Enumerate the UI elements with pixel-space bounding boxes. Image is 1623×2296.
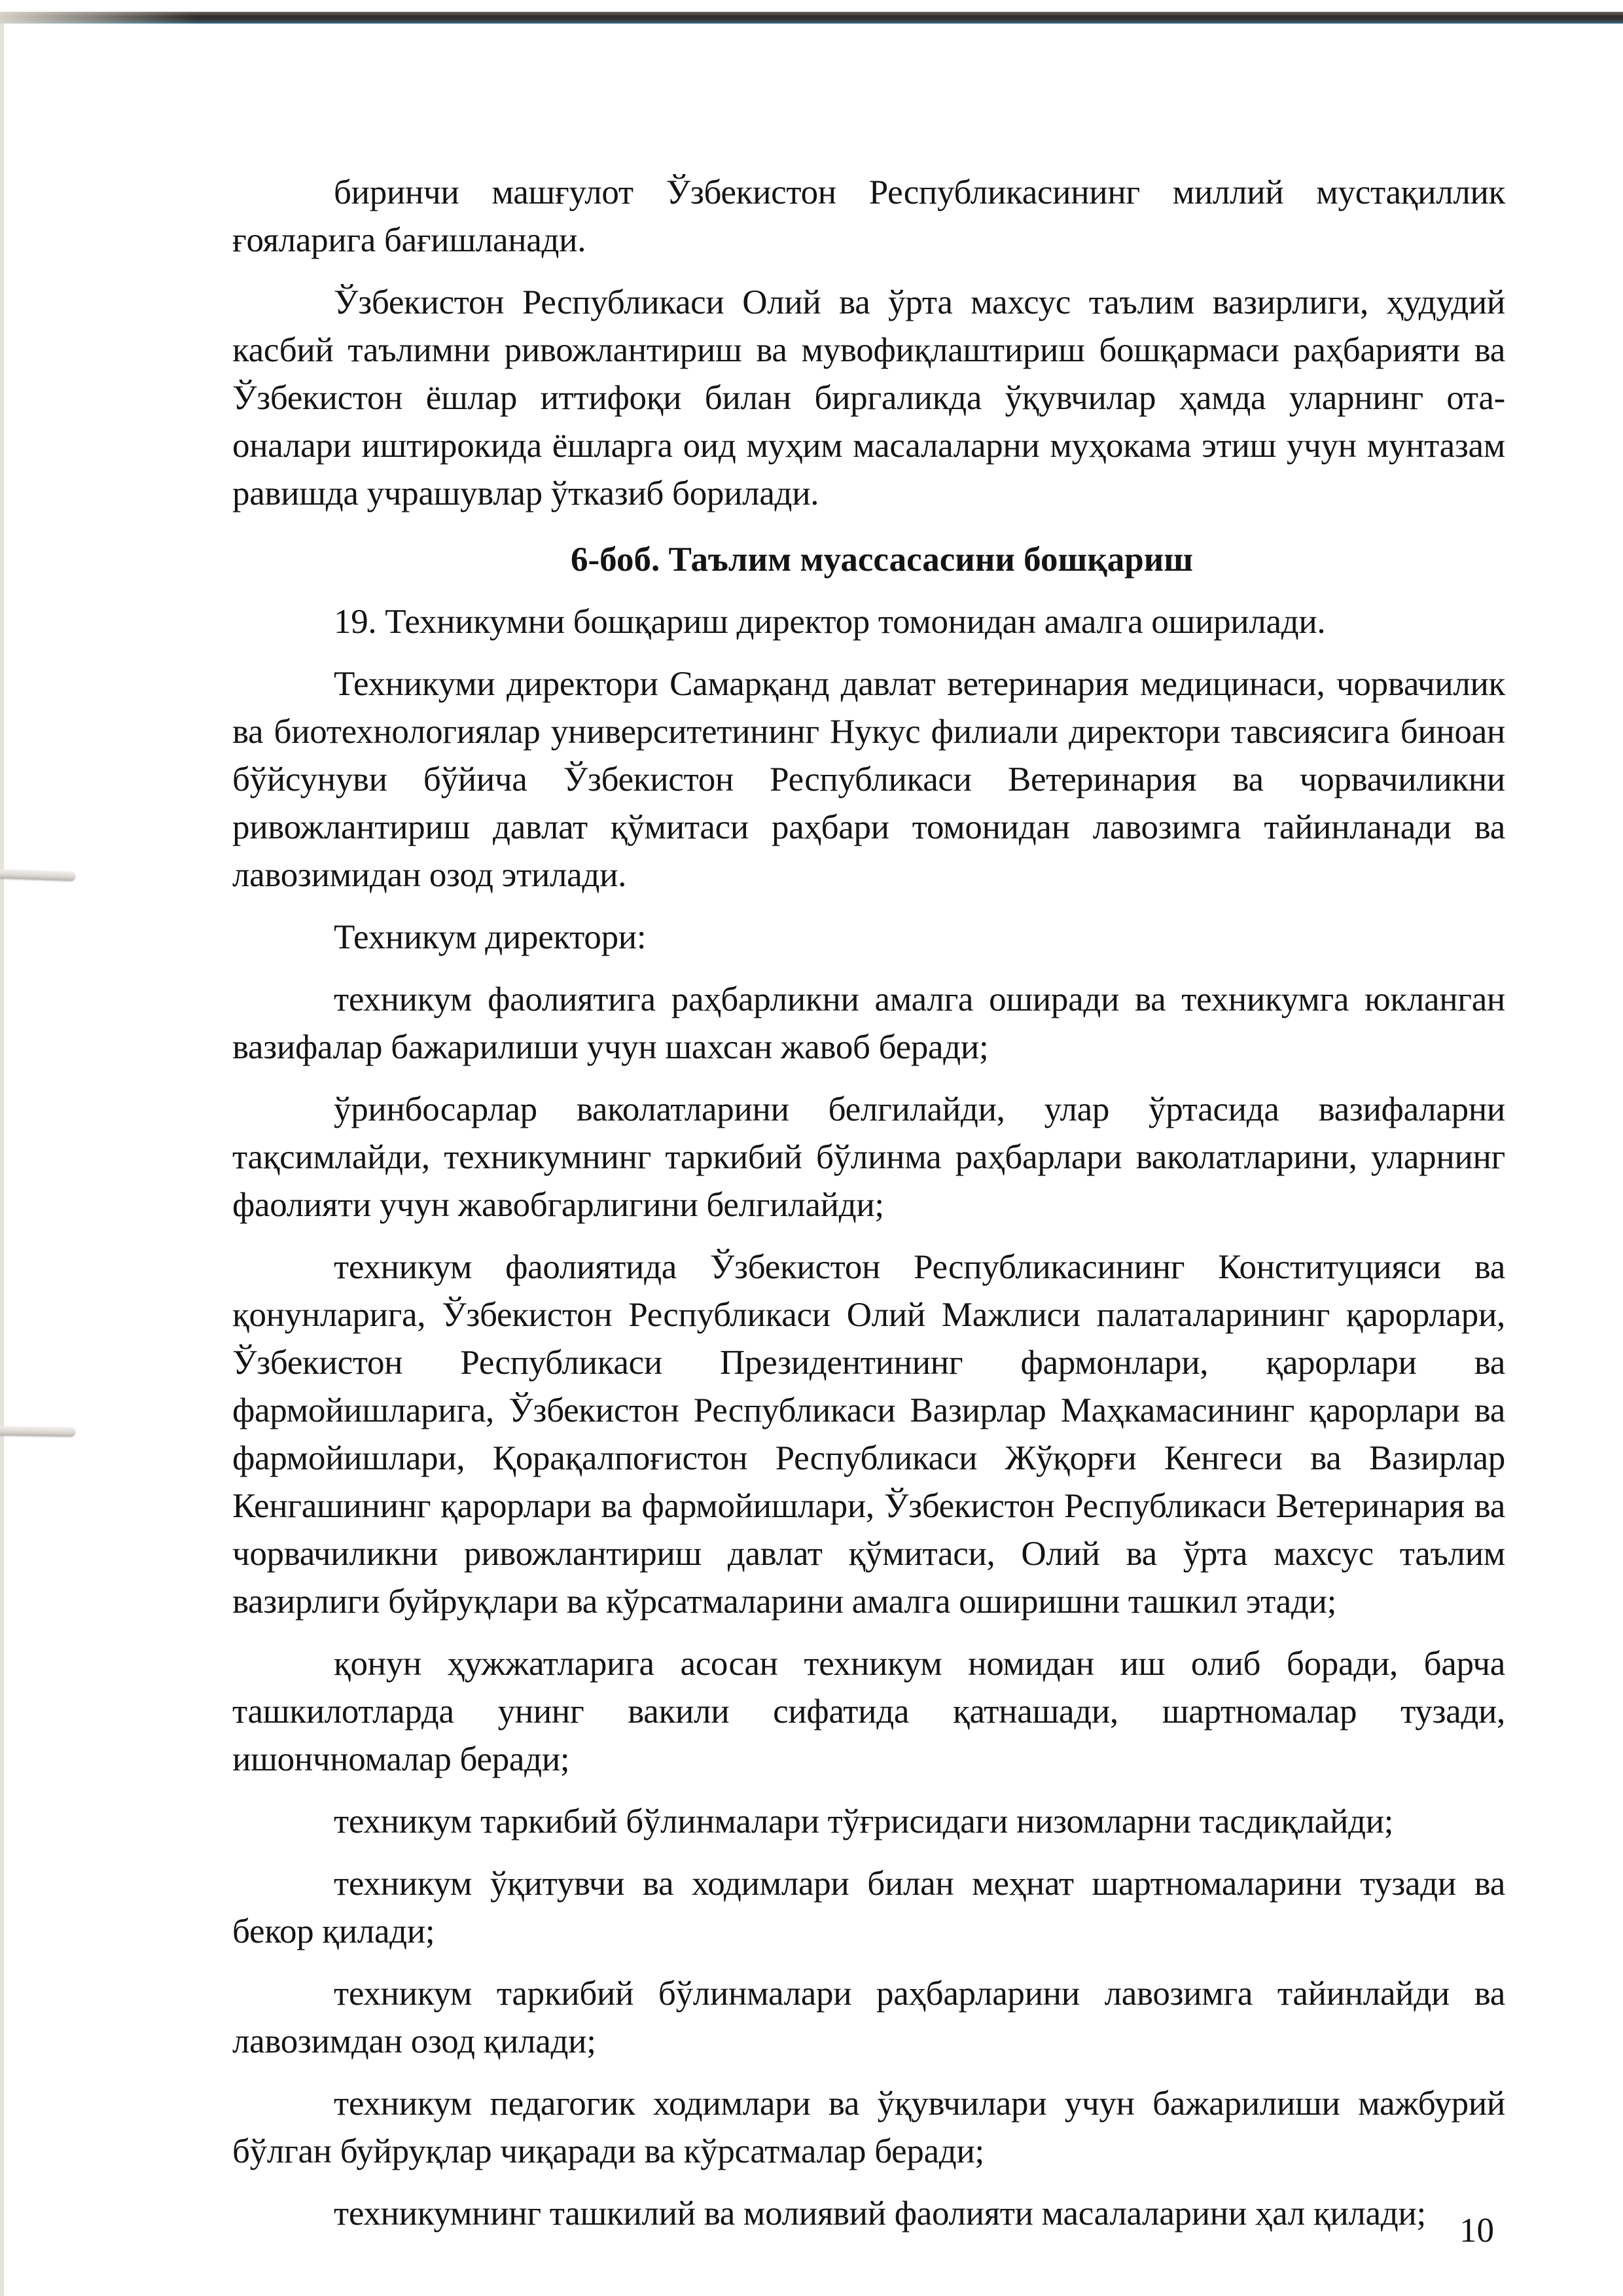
list-item: техникум таркибий бўлинмалари тўғрисидаги низомларни тасдиқлайди; [334,1803,1394,1840]
list-item: техникум педагогик ходимлари ва ўқувчилари учун бажарилиши мажбурий бўлган буйруқлар чиқаради ва кўрсатмалар беради; [232,2085,1505,2170]
binding-thread-icon [0,1426,75,1437]
document-page [232,169,1505,2252]
list-item: техникум фаолиятида Ўзбекистон Республикасининг Конституцияси ва қонунларига, Ўзбекистон Республикаси Олий Мажлиси палаталарининг қарорлари, Ўзбекистон Республикаси Президентининг фармонлари, қарорлари ва фармойишларига, Ўзбекистон Республикаси Вазирлар Маҳкамасининг қарорлари ва фармойишлари, Қорақалпоғистон Республикаси Жўқорғи Кенгеси ва Вазирлар Кенгашининг қарорлари ва фармойишлари, Ўзбекистон Республикаси Ветеринария ва чорвачиликни ривожлантириш давлат қўмитаси, Олий ва ўрта махсус таълим вазирлиги буйруқлари ва кўрсатмаларини амалга оширишни ташкил этади; [232,1248,1505,1621]
binding-thread-icon [0,869,75,881]
list-item: қонун ҳужжатларига асосан техникум номидан иш олиб боради, барча ташкилотларда унинг вакили сифатида қатнашади, шартномалар тузади, ишончномалар беради; [232,1645,1505,1778]
list-item: техникум таркибий бўлинмалари раҳбарларини лавозимга тайинлайди ва лавозимдан озод қилади; [232,1975,1505,2060]
list-item: техникумнинг ташкилий ва молиявий фаолияти масалаларини ҳал қилади; [334,2195,1426,2233]
paragraph: 19. Техникумни бошқариш директор томонидан амалга оширилади. [334,603,1326,641]
paragraph: Техникум директори: [334,918,647,956]
paragraph: Техникуми директори Самарқанд давлат ветеринария медицинаси, чорвачилик ва биотехнологиялар университетининг Нукус филиали директори тавсиясига биноан бўйсунуви бўйича Ўзбекистон Республикаси Ветеринария ва чорвачиликни ривожлантириш давлат қўмитаси раҳбари томонидан лавозимга тайинланади ва лавозимидан озод этилади. [232,665,1505,894]
paper-left-edge [0,24,4,2296]
scan-edge-bar [0,12,1623,24]
page-number: 10 [1459,2212,1494,2250]
list-item: ўринбосарлар ваколатларини белгилайди, улар ўртасида вазифаларни тақсимлайди, техникумнинг таркибий бўлинма раҳбарлари ваколатларини, уларнинг фаолияти учун жавобгарлигини белгилайди; [232,1090,1505,1224]
paragraph: Ўзбекистон Республикаси Олий ва ўрта махсус таълим вазирлиги, ҳудудий касбий таълимни ривожлантириш ва мувофиқлаштириш бошқармаси раҳбарияти ва Ўзбекистон ёшлар иттифоқи билан биргаликда ўқувчилар ҳамда уларнинг ота-оналари иштирокида ёшларга оид муҳим масалаларни муҳокама этиш учун мунтазам равишда учрашувлар ўтказиб борилади. [232,283,1505,512]
paragraph: биринчи машғулот Ўзбекистон Республикасининг миллий мустақиллик ғояларига бағишланади. [232,173,1505,259]
list-item: техникум фаолиятига раҳбарликни амалга оширади ва техникумга юкланган вазифалар бажарилиши учун шахсан жавоб беради; [232,980,1505,1066]
scan-edge-fade [0,12,196,24]
chapter-heading: 6-боб. Таълим муассасасини бошқариш [571,541,1193,579]
list-item: техникум ўқитувчи ва ходимлари билан меҳнат шартномаларини тузади ва бекор қилади; [232,1865,1505,1950]
